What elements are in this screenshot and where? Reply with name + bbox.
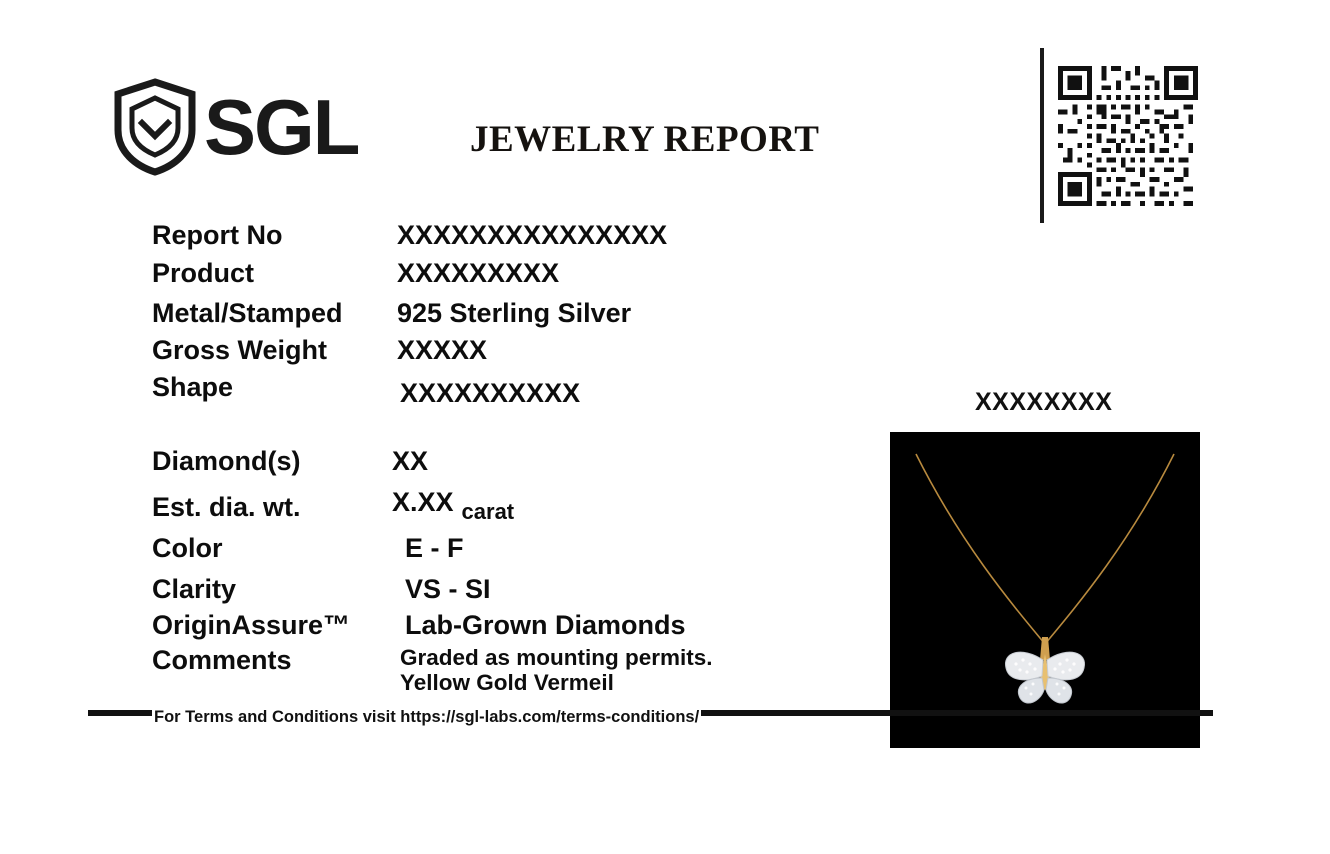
field-row <box>152 574 491 605</box>
field-label-diamonds: Diamond(s) <box>152 446 301 476</box>
qr-code-icon[interactable] <box>1058 66 1198 206</box>
field-row <box>152 610 686 641</box>
field-label-color: Color <box>152 533 223 563</box>
field-value-metal-stamped: 925 Sterling Silver <box>397 298 632 328</box>
field-value-shape: XXXXXXXXXX <box>400 378 581 408</box>
field-value-product: XXXXXXXXX <box>397 258 560 288</box>
sgl-logo <box>112 78 358 176</box>
field-row <box>152 533 464 564</box>
field-row <box>152 372 581 408</box>
field-value-origin-assure: Lab-Grown Diamonds <box>405 610 686 640</box>
field-value-gross-weight: XXXXX <box>397 335 488 365</box>
field-row <box>152 446 428 477</box>
shield-check-icon <box>112 78 198 176</box>
field-label-origin-assure: OriginAssure™ <box>152 610 351 640</box>
butterfly-pendant-illustration <box>890 432 1200 748</box>
qr-code-block <box>1040 48 1198 223</box>
field-value-est-dia-wt: X.XX <box>392 487 454 517</box>
field-label-gross-weight: Gross Weight <box>152 335 328 365</box>
field-value-report-no: XXXXXXXXXXXXXXX <box>397 220 668 250</box>
field-value-color: E - F <box>405 533 464 563</box>
terms-and-conditions-text: For Terms and Conditions visit https://sgl-labs.com/terms-conditions/ <box>154 708 700 726</box>
field-value-clarity: VS - SI <box>405 574 491 604</box>
field-label-comments: Comments <box>152 645 292 675</box>
field-row <box>152 335 487 366</box>
field-row <box>152 220 667 251</box>
field-unit-carat: carat <box>461 499 515 524</box>
field-row <box>152 258 559 289</box>
field-row <box>152 298 631 329</box>
field-label-metal-stamped: Metal/Stamped <box>152 298 343 328</box>
comments-row <box>152 645 713 695</box>
field-row <box>152 487 515 524</box>
field-label-est-dia-wt: Est. dia. wt. <box>152 492 301 522</box>
page-title: JEWELRY REPORT <box>470 119 820 160</box>
field-label-clarity: Clarity <box>152 574 237 604</box>
product-image-caption: XXXXXXXX <box>975 388 1113 416</box>
product-photo <box>890 432 1200 748</box>
field-label-product: Product <box>152 258 255 288</box>
qr-divider-bar <box>1040 48 1044 223</box>
field-value-diamonds: XX <box>392 446 429 476</box>
field-label-shape: Shape <box>152 372 234 402</box>
field-label-report-no: Report No <box>152 220 283 250</box>
field-value-comments-line-2: Yellow Gold Vermeil <box>400 670 614 696</box>
logo-wordmark: SGL <box>204 82 359 171</box>
field-value-comments-line-1: Graded as mounting permits. <box>400 645 713 670</box>
